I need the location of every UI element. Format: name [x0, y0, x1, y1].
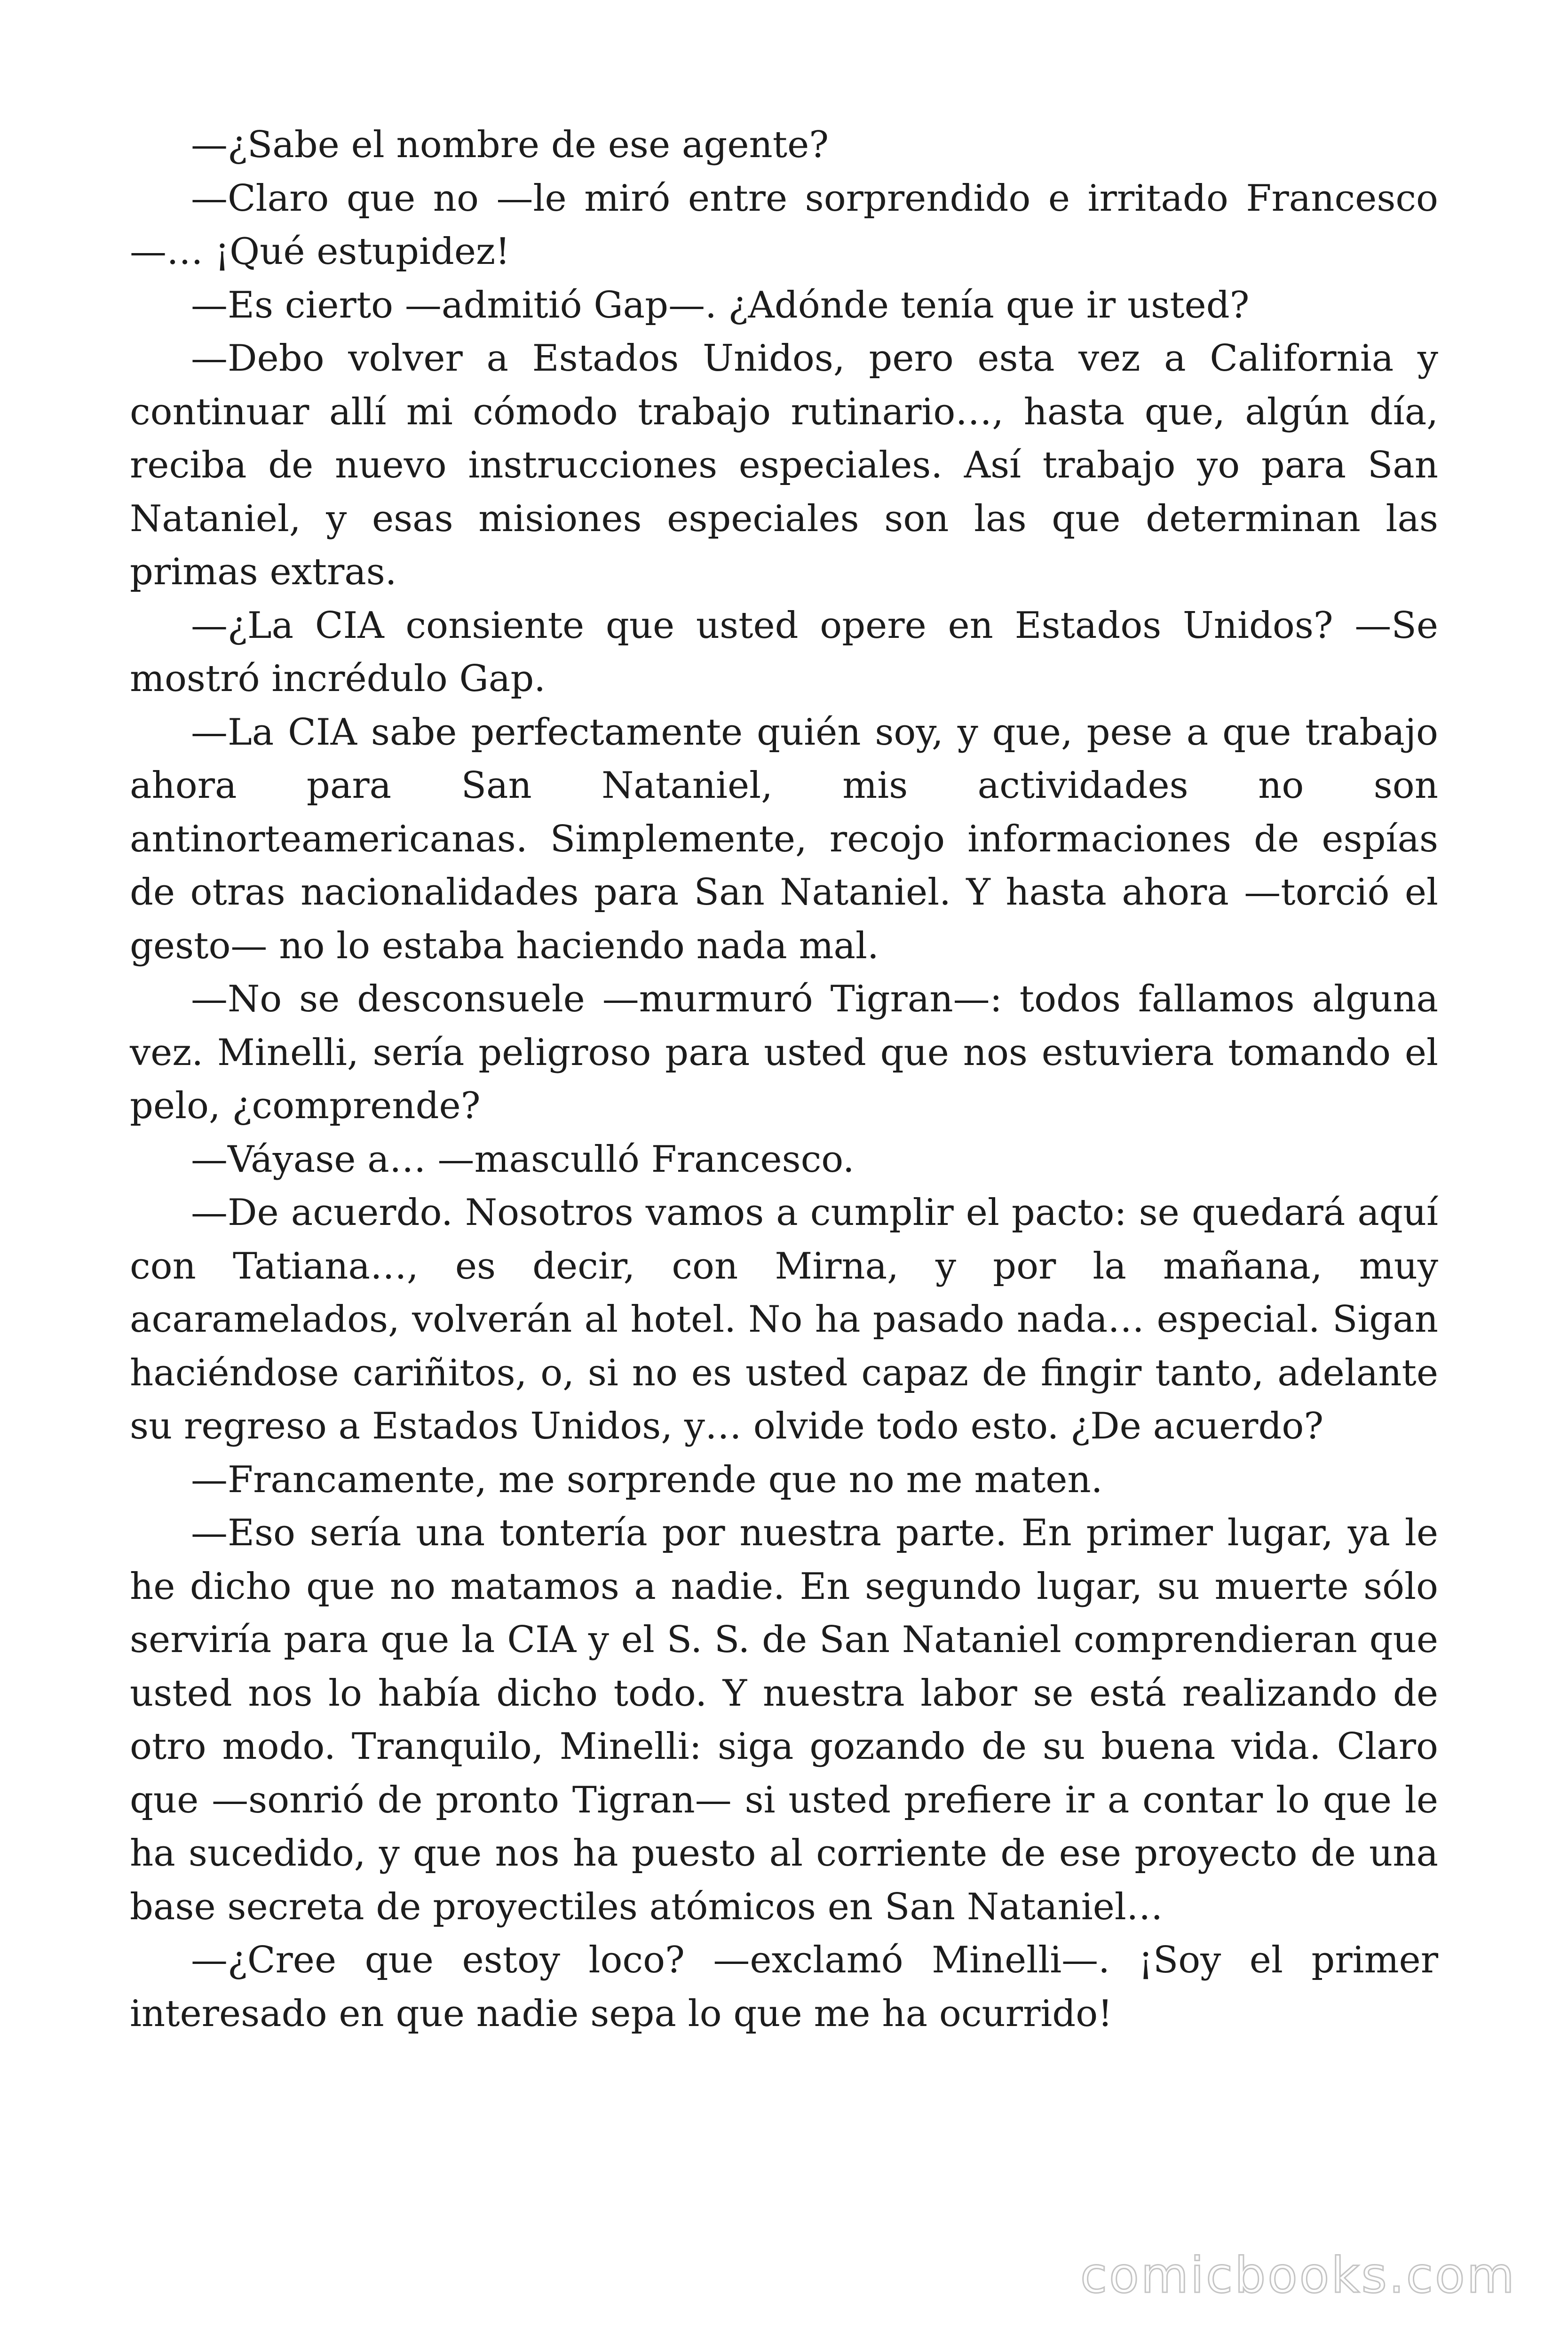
paragraph-7: —No se desconsuele —murmuró Tigran—: todos fallamos alguna vez. Minelli, sería peligroso para usted que nos estuviera tomando el pelo, ¿comprende? [130, 978, 1438, 1127]
paragraph-5: —¿La CIA consiente que usted opere en Estados Unidos? —Se mostró incrédulo Gap. [130, 604, 1438, 700]
paragraph-8: —Váyase a… —masculló Francesco. [191, 1138, 855, 1181]
paragraph-11: —Eso sería una tontería por nuestra parte. En primer lugar, ya le he dicho que no matamos a nadie. En segundo lugar, su muerte sólo serviría para que la CIA y el S. S. de San Nataniel comprendieran que usted nos lo había dicho todo. Y nuestra labor se está realizando de otro modo. Tranquilo, Minelli: siga gozando de su buena vida. Claro que —sonrió de pronto Tigran— si usted prefiere ir a contar lo que le ha sucedido, y que nos ha puesto al corriente de ese proyecto de una base secreta de proyectiles atómicos en San Nataniel… [130, 1512, 1438, 1928]
paragraph-4: —Debo volver a Estados Unidos, pero esta vez a California y continuar allí mi cómodo trabajo rutinario…, hasta que, algún día, reciba de nuevo instrucciones especiales. Así trabajo yo para San Nataniel, y esas misiones especiales son las que determinan las primas extras. [130, 337, 1438, 593]
watermark: comicbooks.com [1080, 2247, 1516, 2304]
paragraph-6: —La CIA sabe perfectamente quién soy, y que, pese a que trabajo ahora para San Nataniel, mis actividades no son antinorteamericanas. Simplemente, recojo informaciones de espías de otras nacionalidades para San Nataniel. Y hasta ahora —torció el gesto— no lo estaba haciendo nada mal. [130, 711, 1438, 967]
paragraph-1: —¿Sabe el nombre de ese agente? [191, 124, 829, 166]
body-text [130, 119, 1438, 2041]
paragraph-3: —Es cierto —admitió Gap—. ¿Adónde tenía que ir usted? [191, 284, 1250, 326]
paragraph-10: —Francamente, me sorprende que no me maten. [191, 1458, 1103, 1501]
paragraph-9: —De acuerdo. Nosotros vamos a cumplir el pacto: se quedará aquí con Tatiana…, es decir, con Mirna, y por la mañana, muy acaramelados, volverán al hotel. No ha pasado nada… especial. Sigan haciéndose cariñitos, o, si no es usted capaz de fingir tanto, adelante su regreso a Estados Unidos, y… olvide todo esto. ¿De acuerdo? [130, 1192, 1438, 1447]
paragraph-2: —Claro que no —le miró entre sorprendido e irritado Francesco —… ¡Qué estupidez! [130, 177, 1438, 273]
paragraph-12: —¿Cree que estoy loco? —exclamó Minelli—. ¡Soy el primer interesado en que nadie sepa lo que me ha ocurrido! [130, 1939, 1438, 2035]
